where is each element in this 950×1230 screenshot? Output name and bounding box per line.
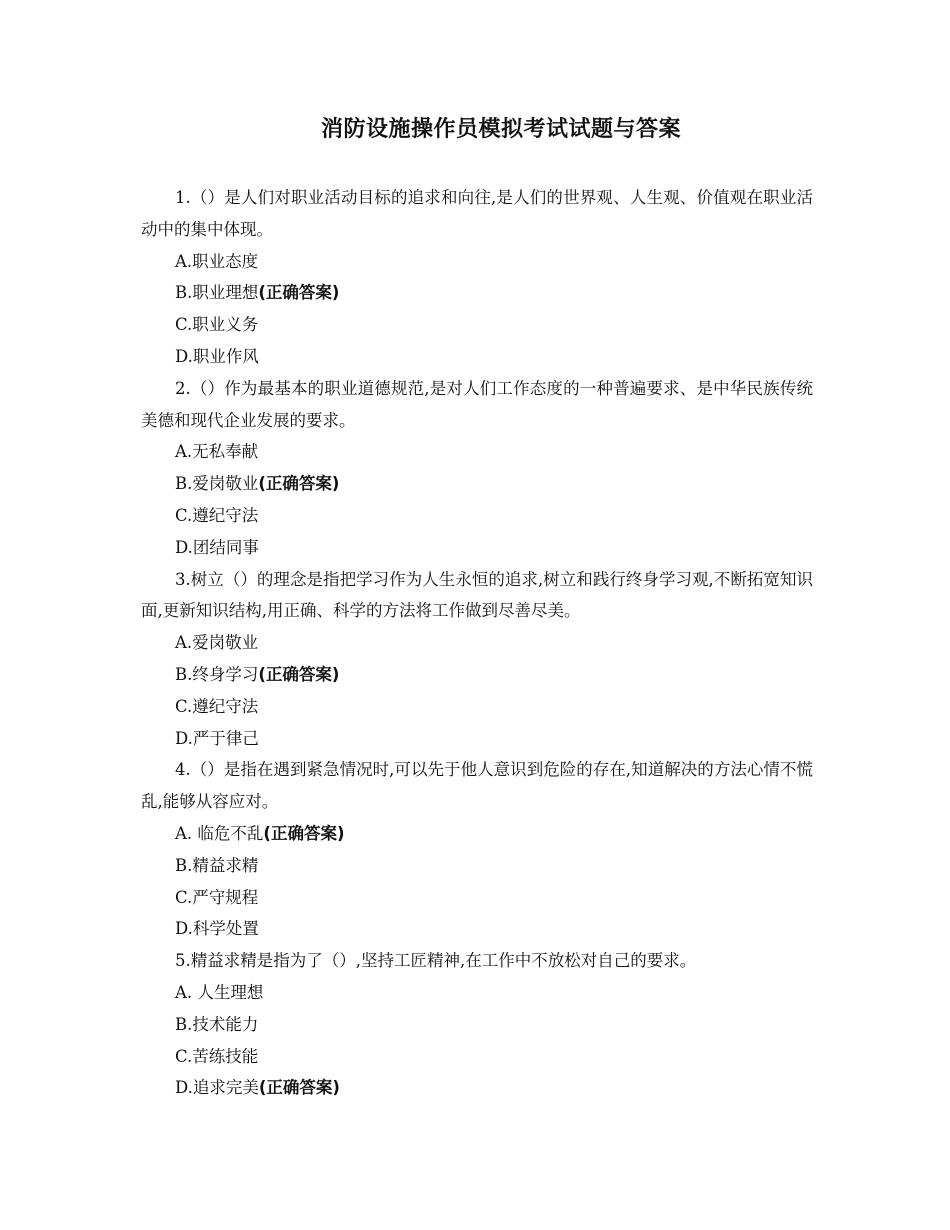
- answer-option: [141, 691, 813, 723]
- answer-option: [141, 277, 813, 309]
- answer-option: [141, 977, 813, 1009]
- correct-answer-mark: (正确答案): [258, 283, 340, 303]
- option-label: B.精益求精: [175, 855, 259, 875]
- answer-option: [141, 850, 813, 882]
- answer-option: [141, 341, 813, 373]
- option-label: B.技术能力: [175, 1014, 259, 1034]
- correct-answer-mark: (正确答案): [258, 664, 340, 684]
- answer-option: [141, 1072, 813, 1104]
- option-label: D.职业作风: [175, 346, 259, 366]
- correct-answer-mark: (正确答案): [263, 823, 345, 843]
- question-text: 1.（）是人们对职业活动目标的追求和向往,是人们的世界观、人生观、价值观在职业活动中的集中体现。: [141, 188, 813, 239]
- answer-option: [141, 913, 813, 945]
- option-label: A.爱岗敬业: [175, 633, 259, 653]
- option-label: C.遵纪守法: [175, 505, 259, 525]
- option-label: B.爱岗敬业: [175, 474, 259, 494]
- answer-option: [141, 532, 813, 564]
- option-label: A.职业态度: [175, 251, 259, 271]
- option-label: A. 临危不乱: [175, 823, 264, 843]
- option-label: A.无私奉献: [175, 442, 259, 462]
- answer-option: [141, 627, 813, 659]
- option-label: D.团结同事: [175, 537, 259, 557]
- option-label: C.苦练技能: [175, 1046, 259, 1066]
- answer-option: [141, 818, 813, 850]
- question-text: 5.精益求精是指为了（）,坚持工匠精神,在工作中不放松对自己的要求。: [175, 951, 697, 971]
- question-text: 3.树立（）的理念是指把学习作为人生永恒的追求,树立和践行终身学习观,不断拓宽知识面,更新知识结构,用正确、科学的方法将工作做到尽善尽美。: [141, 569, 813, 621]
- answer-option: [141, 1009, 813, 1041]
- option-label: D.追求完美: [175, 1078, 259, 1098]
- option-label: D.严于律己: [175, 728, 259, 748]
- answer-option: [141, 500, 813, 532]
- answer-option: [141, 723, 813, 755]
- answer-option: [141, 1041, 813, 1073]
- answer-option: [141, 246, 813, 278]
- option-label: B.终身学习: [175, 664, 259, 684]
- option-label: C.职业义务: [175, 315, 259, 335]
- answer-option: [141, 436, 813, 468]
- correct-answer-mark: (正确答案): [258, 1078, 340, 1098]
- correct-answer-mark: (正确答案): [258, 474, 340, 494]
- answer-option: [141, 468, 813, 500]
- option-label: B.职业理想: [175, 283, 259, 303]
- option-label: D.科学处置: [175, 919, 259, 939]
- answer-option: [141, 882, 813, 914]
- question-list: [141, 182, 813, 1104]
- option-label: C.严守规程: [175, 887, 259, 907]
- answer-option: [141, 309, 813, 341]
- option-label: A. 人生理想: [175, 982, 264, 1002]
- page-title: 消防设施操作员模拟考试试题与答案: [320, 117, 681, 142]
- question-text: 2.（）作为最基本的职业道德规范,是对人们工作态度的一种普遍要求、是中华民族传统美德和现代企业发展的要求。: [141, 378, 813, 430]
- answer-option: [141, 659, 813, 691]
- option-label: C.遵纪守法: [175, 696, 259, 716]
- question-text: 4.（）是指在遇到紧急情况时,可以先于他人意识到危险的存在,知道解决的方法心情不慌乱,能够从容应对。: [141, 760, 813, 812]
